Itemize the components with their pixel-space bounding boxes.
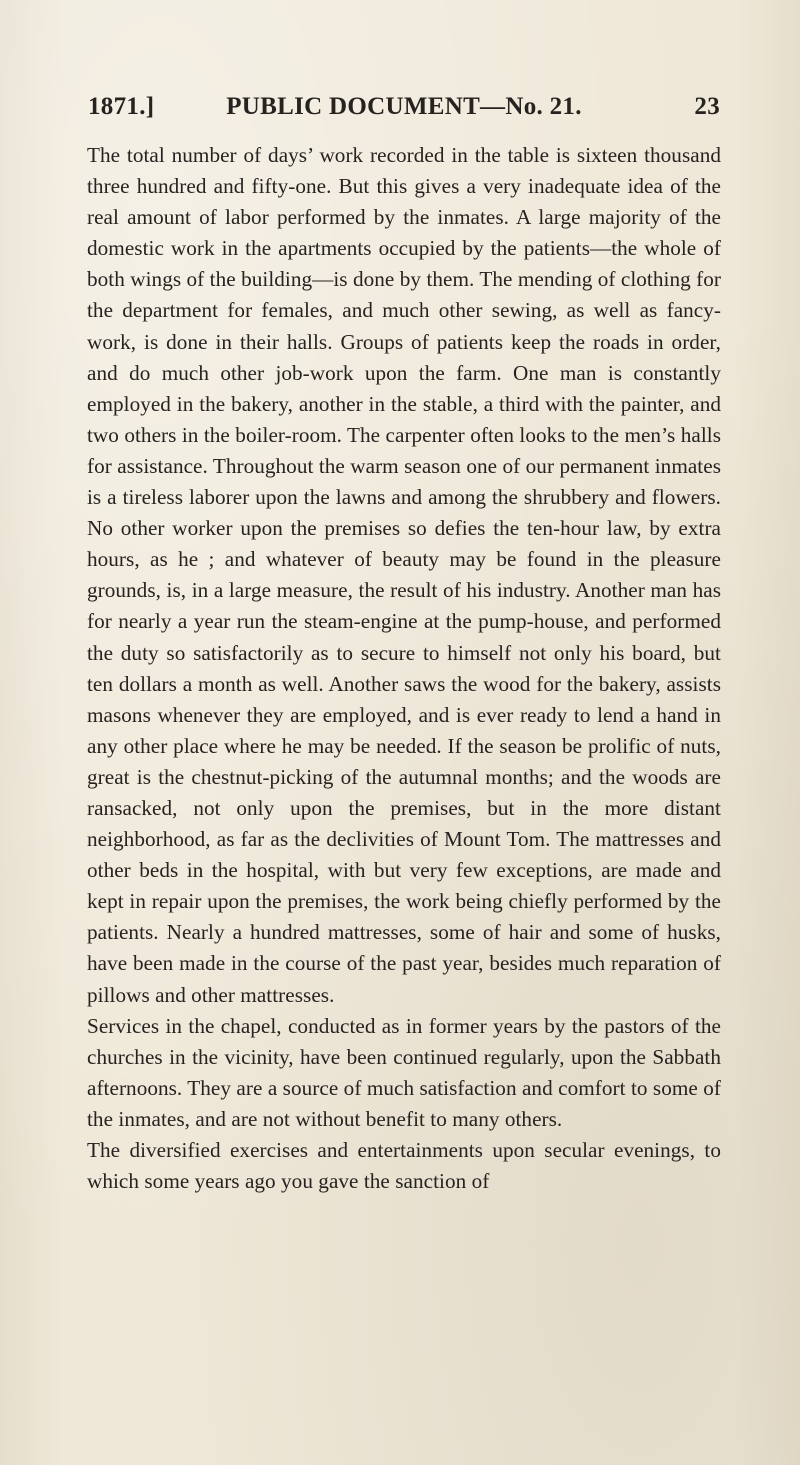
- header-year: 1871.]: [88, 93, 155, 120]
- page-number: 23: [694, 93, 720, 120]
- paragraph: The total number of days’ work recorded in the table is sixteen thousand three hundred and fifty-one. But this gives a very inadequate idea of the real amount of labor performed by the inmates. A large majority of the domestic work in the apartments occupied by the patients—the whole of both wings of the building—is done by them. The mending of clothing for the department for females, and much other sewing, as well as fancy-work, is done in their halls. Groups of patients keep the roads in order, and do much other job-work upon the farm. One man is constantly employed in the bakery, another in the stable, a third with the painter, and two others in the boiler-room. The carpenter often looks to the men’s halls for assistance. Throughout the warm season one of our permanent inmates is a tireless laborer upon the lawns and among the shrubbery and flowers. No other worker upon the premises so defies the ten-hour law, by extra hours, as he ; and whatever of beauty may be found in the pleasure grounds, is, in a large measure, the result of his industry. Another man has for nearly a year run the steam-engine at the pump-house, and performed the duty so satisfactorily as to secure to himself not only his board, but ten dollars a month as well. Another saws the wood for the bakery, assists masons whenever they are employed, and is ever ready to lend a hand in any other place where he may be needed. If the season be prolific of nuts, great is the chestnut-picking of the autumnal months; and the woods are ransacked, not only upon the premises, but in the more distant neighborhood, as far as the declivities of Mount Tom. The mattresses and other beds in the hospital, with but very few exceptions, are made and kept in repair upon the premises, the work being chiefly performed by the patients. Nearly a hundred mattresses, some of hair and some of husks, have been made in the course of the past year, besides much reparation of pillows and other mattresses.: [87, 143, 721, 1007]
- body-text: [87, 140, 721, 1197]
- paragraph: The diversified exercises and entertainments upon secular evenings, to which some years ago you gave the sanction of: [87, 1138, 721, 1194]
- running-header: [88, 93, 720, 125]
- header-title: PUBLIC DOCUMENT—No. 21.: [226, 93, 582, 120]
- paragraph: Services in the chapel, conducted as in former years by the pastors of the churches in the vicinity, have been continued regularly, upon the Sabbath afternoons. They are a source of much satisfaction and comfort to some of the inmates, and are not without benefit to many others.: [87, 1013, 721, 1131]
